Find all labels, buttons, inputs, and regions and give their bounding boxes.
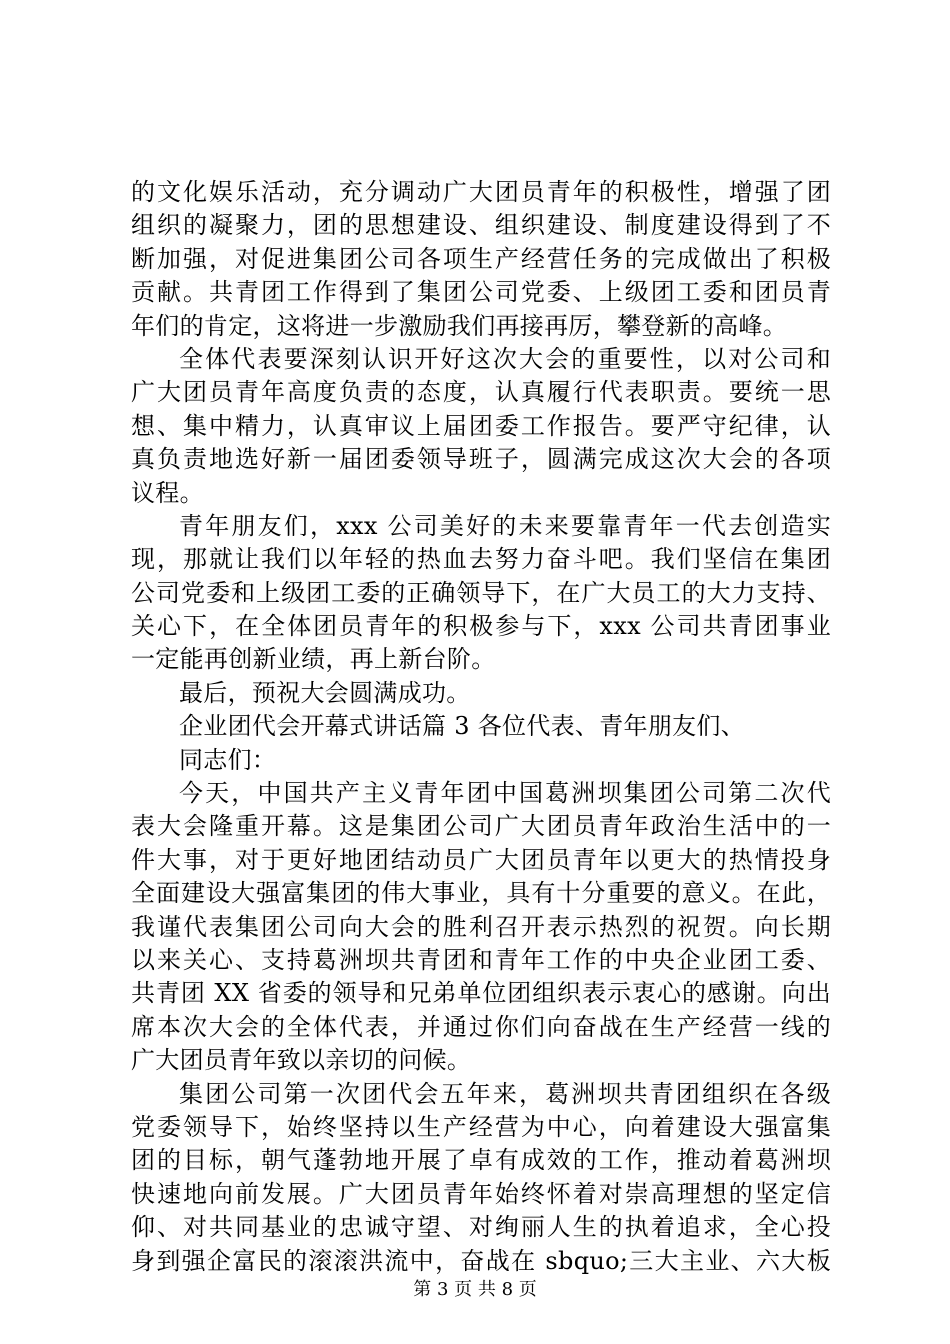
text-line: 全体代表要深刻认识开好这次大会的重要性，以对公司和 <box>179 344 831 373</box>
document-body <box>131 176 831 1278</box>
text-line: 全面建设大强富集团的伟大事业，具有十分重要的意义。在此， <box>131 879 831 908</box>
text-line: 广大团员青年高度负责的态度，认真履行代表职责。要统一思 <box>131 378 831 407</box>
text-line: 想、集中精力，认真审议上届团委工作报告。要严守纪律，认 <box>131 411 831 440</box>
text-line: 真负责地选好新一届团委领导班子，圆满完成这次大会的各项 <box>131 445 831 474</box>
text-line: 青年朋友们，xxx 公司美好的未来要靠青年一代去创造实 <box>179 511 831 540</box>
text-line: 共青团 XX 省委的领导和兄弟单位团组织表示衷心的感谢。向出 <box>131 979 831 1008</box>
text-line: 的文化娱乐活动，充分调动广大团员青年的积极性，增强了团 <box>131 178 831 206</box>
text-line: 以来关心、支持葛洲坝共青团和青年工作的中央企业团工委、 <box>131 945 831 974</box>
text-line: 党委领导下，始终坚持以生产经营为中心，向着建设大强富集 <box>131 1112 831 1141</box>
text-line: 贡献。共青团工作得到了集团公司党委、上级团工委和团员青 <box>131 278 831 307</box>
text-line: 广大团员青年致以亲切的问候。 <box>131 1046 472 1075</box>
text-line: 同志们： <box>179 745 277 774</box>
text-line: 企业团代会开幕式讲话篇 3 各位代表、青年朋友们、 <box>179 712 746 741</box>
text-line: 表大会隆重开幕。这是集团公司广大团员青年政治生活中的一 <box>131 812 831 841</box>
text-line: 现，那就让我们以年轻的热血去努力奋斗吧。我们坚信在集团 <box>131 545 831 574</box>
text-line: 最后，预祝大会圆满成功。 <box>179 678 471 707</box>
text-line: 议程。 <box>131 478 204 507</box>
text-line: 仰、对共同基业的忠诚守望、对绚丽人生的执着追求，全心投 <box>131 1213 831 1242</box>
text-line: 我谨代表集团公司向大会的胜利召开表示热烈的祝贺。向长期 <box>131 912 831 941</box>
text-line: 快速地向前发展。广大团员青年始终怀着对崇高理想的坚定信 <box>131 1179 831 1208</box>
text-line: 席本次大会的全体代表，并通过你们向奋战在生产经营一线的 <box>131 1012 831 1041</box>
text-line: 关心下，在全体团员青年的积极参与下，xxx 公司共青团事业 <box>131 612 831 641</box>
page-footer: 第 3 页 共 8 页 <box>413 1279 537 1300</box>
text-line: 今天，中国共产主义青年团中国葛洲坝集团公司第二次代 <box>179 779 831 808</box>
text-line: 组织的凝聚力，团的思想建设、组织建设、制度建设得到了不 <box>131 211 831 240</box>
text-line: 件大事，对于更好地团结动员广大团员青年以更大的热情投身 <box>131 845 831 874</box>
text-line: 年们的肯定，这将进一步激励我们再接再厉，攀登新的高峰。 <box>131 311 788 340</box>
text-line: 团的目标，朝气蓬勃地开展了卓有成效的工作，推动着葛洲坝 <box>131 1146 831 1175</box>
text-line: 断加强，对促进集团公司各项生产经营任务的完成做出了积极 <box>131 244 831 273</box>
text-line: 身到强企富民的滚滚洪流中，奋战在 sbquo;三大主业、六大板 <box>131 1246 831 1275</box>
text-line: 一定能再创新业绩，再上新台阶。 <box>131 645 496 674</box>
text-line: 公司党委和上级团工委的正确领导下，在广大员工的大力支持、 <box>131 578 831 607</box>
text-line: 集团公司第一次团代会五年来，葛洲坝共青团组织在各级 <box>179 1079 831 1108</box>
